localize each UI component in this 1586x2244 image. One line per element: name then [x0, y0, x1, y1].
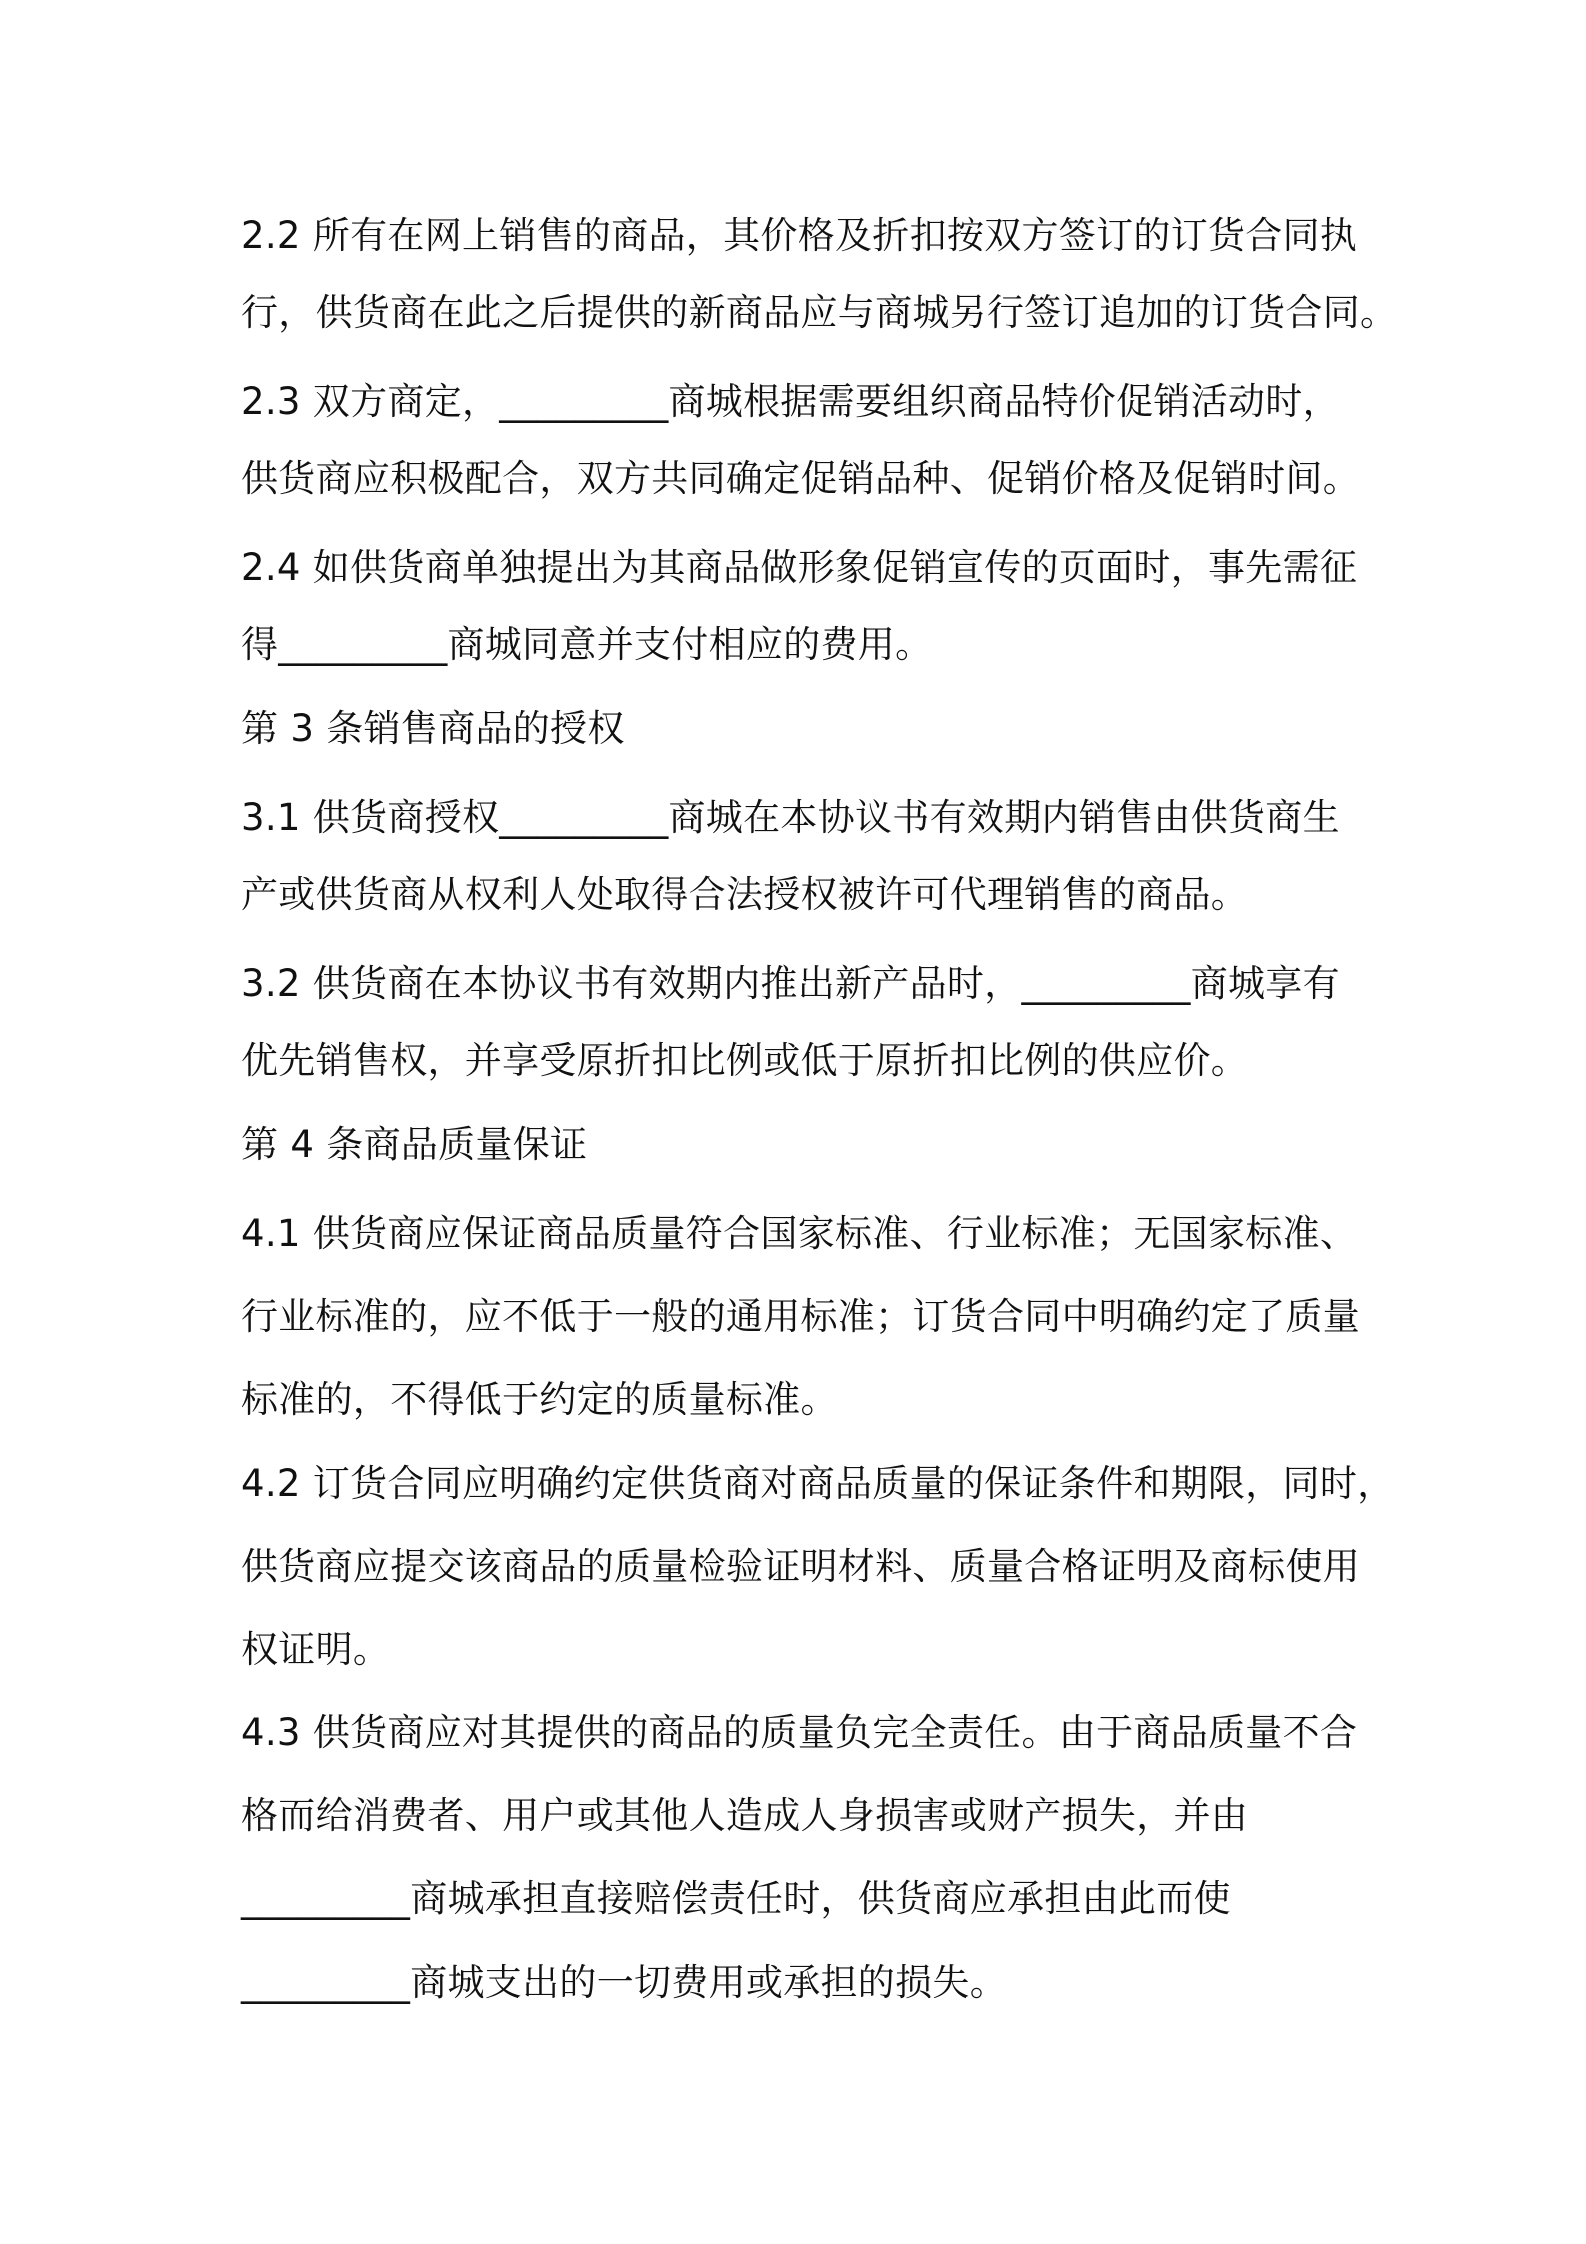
- clause-2-3-line-1: 2.3 双方商定，_________商城根据需要组织商品特价促销活动时，: [241, 380, 1340, 423]
- clause-2-4-line-1: 2.4 如供货商单独提出为其商品做形象促销宣传的页面时，事先需征: [241, 546, 1358, 589]
- clause-4-2-line-1: 4.2 订货合同应明确约定供货商对商品质量的保证条件和期限，同时，: [241, 1462, 1395, 1505]
- clause-4-2-line-2: 供货商应提交该商品的质量检验证明材料、质量合格证明及商标使用: [241, 1545, 1360, 1588]
- clause-4-1-line-3: 标准的，不得低于约定的质量标准。: [241, 1378, 838, 1421]
- clause-2-4-line-2: 得_________商城同意并支付相应的费用。: [241, 623, 933, 666]
- clause-3-1-line-2: 产或供货商从权利人处取得合法授权被许可代理销售的商品。: [241, 873, 1249, 916]
- clause-2-3-line-2: 供货商应积极配合，双方共同确定促销品种、促销价格及促销时间。: [241, 457, 1360, 500]
- article-3-heading: 第 3 条销售商品的授权: [241, 707, 625, 750]
- clause-3-2-line-2: 优先销售权，并享受原折扣比例或低于原折扣比例的供应价。: [241, 1039, 1249, 1082]
- clause-4-3-line-1: 4.3 供货商应对其提供的商品的质量负完全责任。由于商品质量不合: [241, 1711, 1358, 1754]
- clause-3-1-line-1: 3.1 供货商授权_________商城在本协议书有效期内销售由供货商生: [241, 796, 1340, 839]
- clause-4-3-line-4: _________商城支出的一切费用或承担的损失。: [241, 1961, 1007, 2004]
- article-4-heading: 第 4 条商品质量保证: [241, 1123, 588, 1166]
- clause-2-2-line-1: 2.2 所有在网上销售的商品，其价格及折扣按双方签订的订货合同执: [241, 214, 1358, 257]
- clause-3-2-line-1: 3.2 供货商在本协议书有效期内推出新产品时，_________商城享有: [241, 962, 1340, 1005]
- clause-4-3-line-3: _________商城承担直接赔偿责任时，供货商应承担由此而使: [241, 1877, 1231, 1920]
- clause-2-2-line-2: 行，供货商在此之后提供的新商品应与商城另行签订追加的订货合同。: [241, 291, 1398, 334]
- clause-4-1-line-2: 行业标准的，应不低于一般的通用标准；订货合同中明确约定了质量: [241, 1295, 1360, 1338]
- clause-4-1-line-1: 4.1 供货商应保证商品质量符合国家标准、行业标准；无国家标准、: [241, 1212, 1358, 1255]
- clause-4-3-line-2: 格而给消费者、用户或其他人造成人身损害或财产损失，并由: [241, 1794, 1249, 1837]
- clause-4-2-line-3: 权证明。: [241, 1628, 391, 1671]
